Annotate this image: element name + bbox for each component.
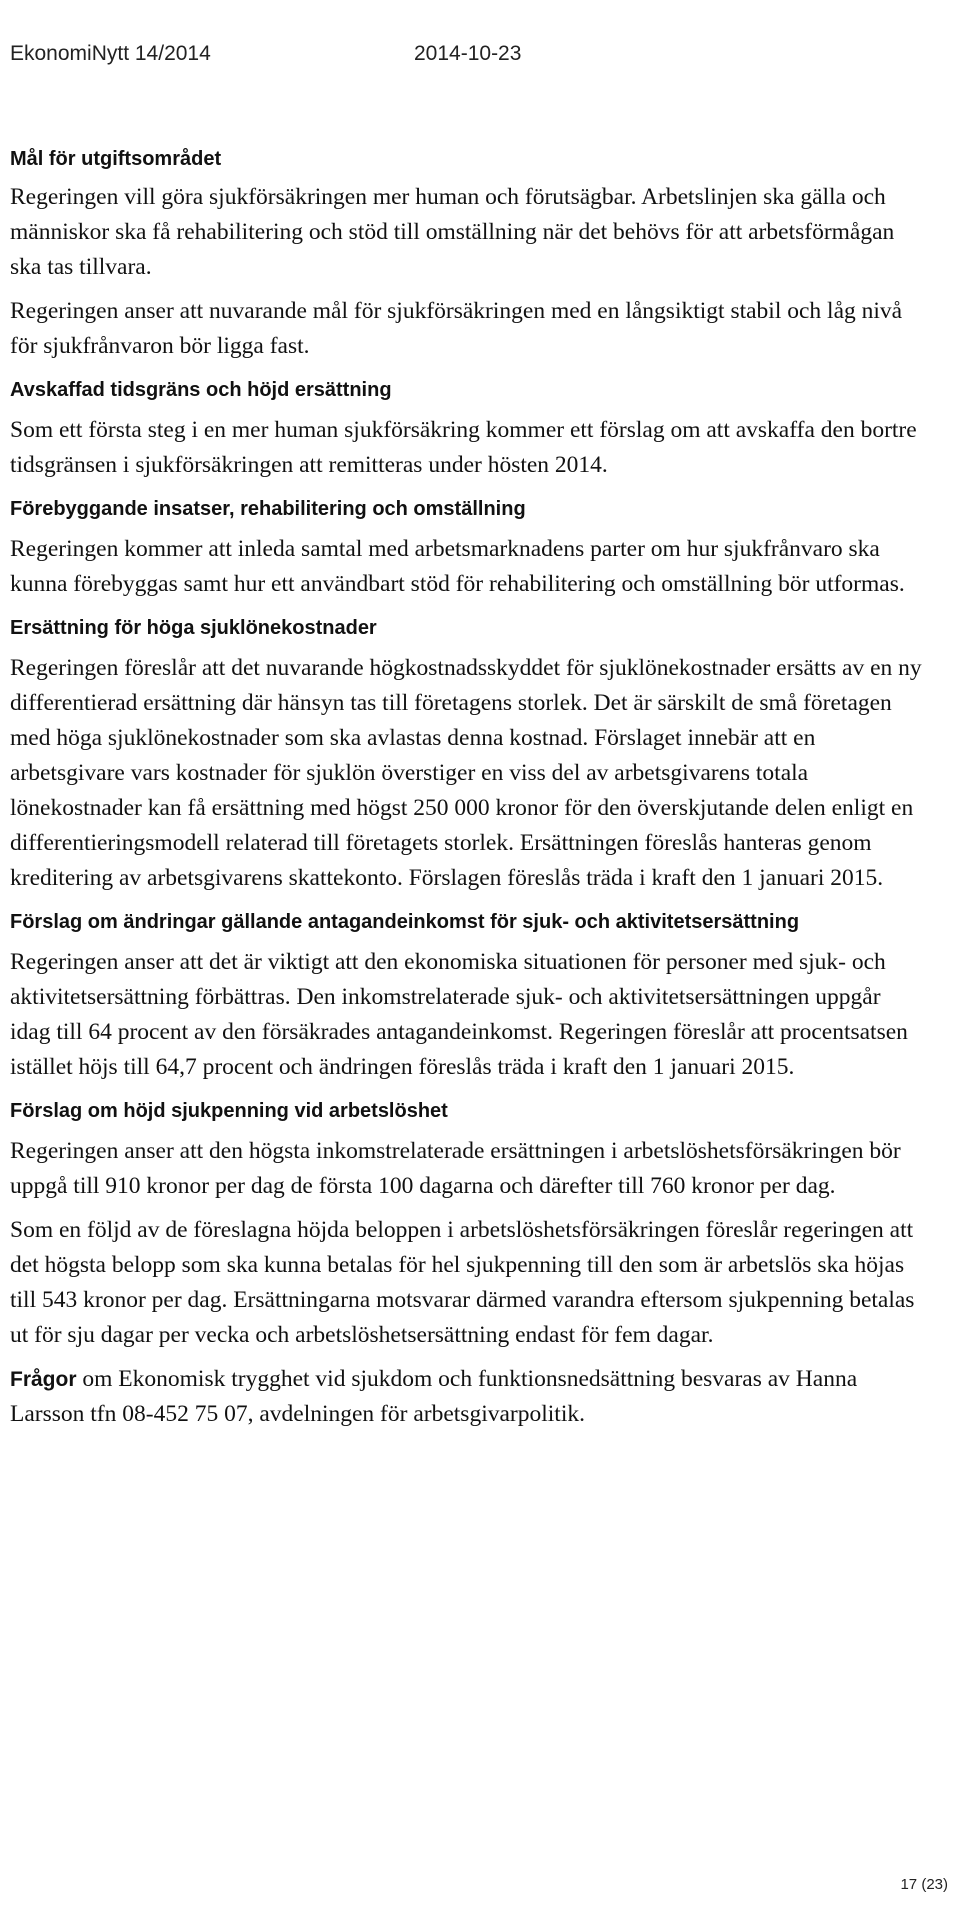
document-body [10, 142, 925, 1441]
section-heading: Avskaffad tidsgräns och höjd ersättning [10, 379, 392, 401]
paragraph: Regeringen kommer att inleda samtal med arbetsmarknadens parter om hur sjukfrånvaro ska kunna förebyggas samt hur ett användbart stöd för rehabilitering och omställning bör utformas. [10, 536, 905, 597]
paragraph: Som ett första steg i en mer human sjukförsäkring kommer ett förslag om att avskaffa den bortre tidsgränsen i sjukförsäkringen att remitteras under hösten 2014. [10, 417, 917, 478]
paragraph: Regeringen anser att den högsta inkomstrelaterade ersättningen i arbetslöshetsförsäkringen bör uppgå till 910 kronor per dag de första 100 dagarna och därefter till 760 kronor per dag. [10, 1138, 901, 1199]
paragraph: Regeringen vill göra sjukförsäkringen mer human och förutsägbar. Arbetslinjen ska gälla och människor ska få rehabilitering och stöd till omställning när det behövs för att arbetsförmågan ska tas tillvara. [10, 184, 895, 280]
contact-label: Frågor [10, 1368, 77, 1391]
section-heading: Förslag om höjd sjukpenning vid arbetslöshet [10, 1100, 448, 1122]
section-heading: Förebyggande insatser, rehabilitering och omställning [10, 498, 526, 520]
paragraph: Regeringen anser att nuvarande mål för sjukförsäkringen med en långsiktigt stabil och låg nivå för sjukfrånvaron bör ligga fast. [10, 298, 903, 359]
contact-paragraph [10, 1362, 925, 1432]
contact-text: om Ekonomisk trygghet vid sjukdom och funktionsnedsättning besvaras av Hanna Larsson tfn 08-452 75 07, avdelningen för arbetsgivarpolitik. [10, 1366, 858, 1427]
paragraph: Som en följd av de föreslagna höjda beloppen i arbetslöshetsförsäkringen föreslår regeringen att det högsta belopp som ska kunna betalas för hel sjukpenning till den som är arbetslös ska höjas till 543 kronor per dag. Ersättningarna motsvarar därmed varandra eftersom sjukpenning betalas ut för sju dagar per vecka och arbetslöshetsersättning endast för fem dagar. [10, 1217, 915, 1348]
section-heading: Ersättning för höga sjuklönekostnader [10, 617, 377, 639]
page-number: 17 (23) [900, 1876, 948, 1893]
paragraph: Regeringen föreslår att det nuvarande högkostnadsskyddet för sjuklönekostnader ersätts av en ny differentierad ersättning där hänsyn tas till företagens storlek. Det är särskilt de små företagen med höga sjuklönekostnader som ska avlastas denna kostnad. Förslaget innebär att en arbetsgivare vars kostnader för sjuklön överstiger en viss del av arbetsgivarens totala lönekostnader kan få ersättning med högst 250 000 kronor för den överskjutande delen enligt en differentieringsmodell relaterad till företagets storlek. Ersättningen föreslås hanteras genom kreditering av arbetsgivarens skattekonto. Förslagen föreslås träda i kraft den 1 januari 2015. [10, 655, 922, 891]
section-heading: Förslag om ändringar gällande antagandeinkomst för sjuk- och aktivitetsersättning [10, 911, 800, 933]
publication-title: EkonomiNytt 14/2014 [10, 42, 211, 65]
section-heading: Mål för utgiftsområdet [10, 148, 222, 170]
paragraph: Regeringen anser att det är viktigt att den ekonomiska situationen för personer med sjuk- och aktivitetsersättning förbättras. Den inkomstrelaterade sjuk- och aktivitetsersättningen uppgår idag till 64 procent av den försäkrades antagandeinkomst. Regeringen föreslår att procentsatsen istället höjs till 64,7 procent och ändringen föreslås träda i kraft den 1 januari 2015. [10, 949, 908, 1080]
publication-date: 2014-10-23 [414, 42, 522, 65]
